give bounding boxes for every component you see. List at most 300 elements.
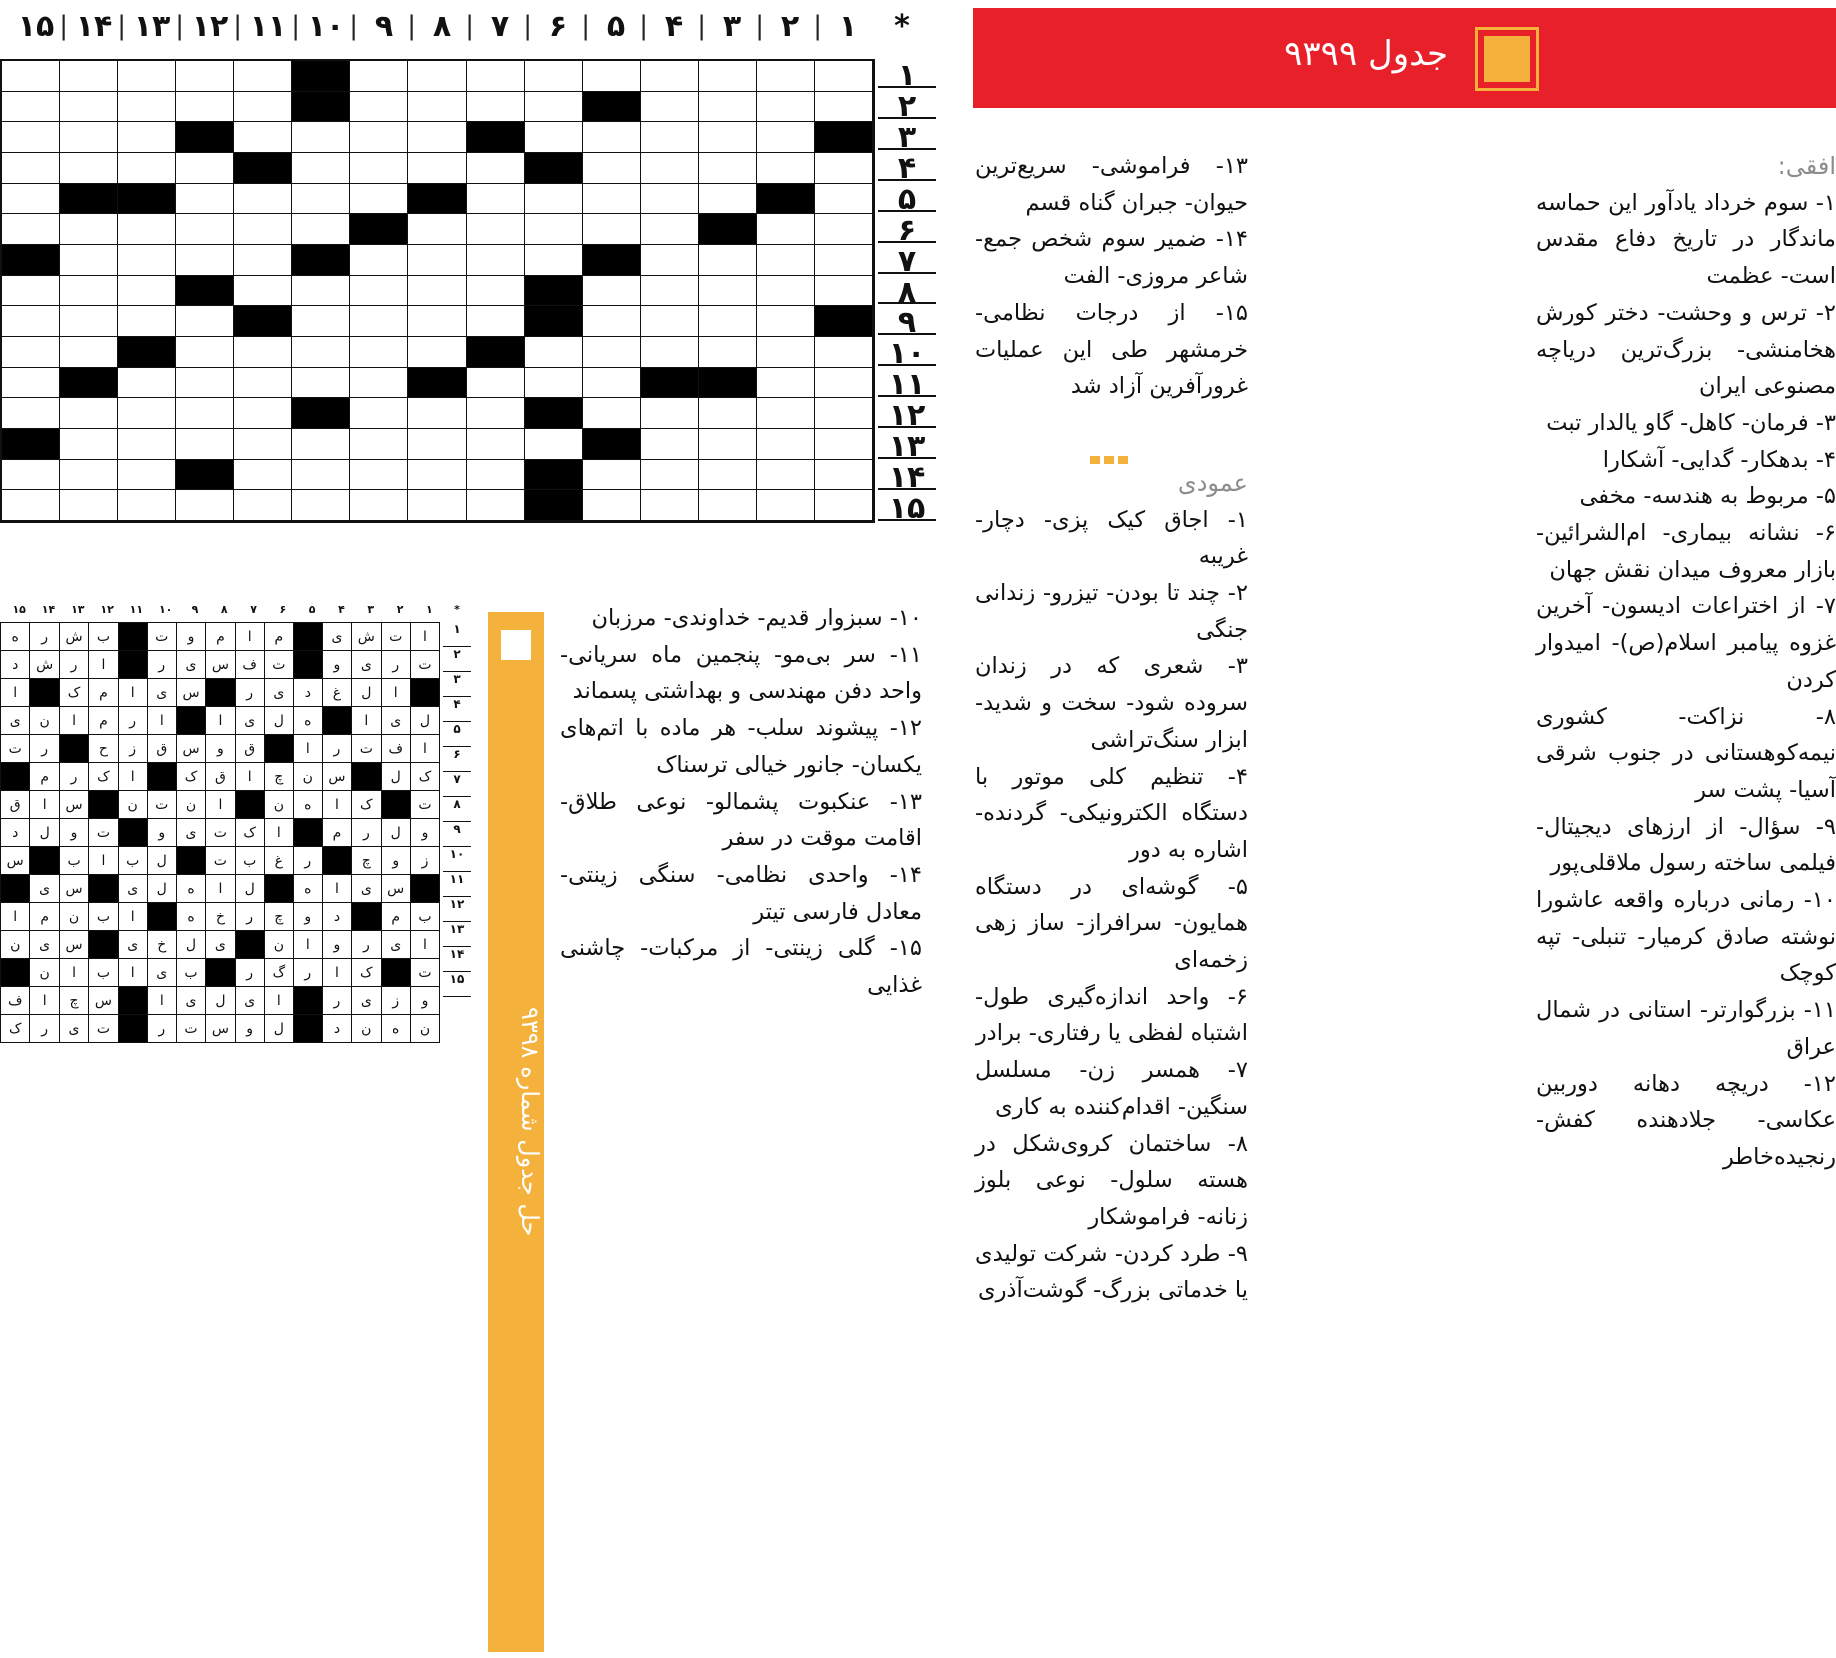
grid-cell[interactable] xyxy=(2,214,60,245)
grid-cell[interactable] xyxy=(176,92,234,123)
solution-column-number: ٩ xyxy=(191,602,199,616)
column-number: ١٠ xyxy=(307,8,345,44)
grid-cell[interactable] xyxy=(699,398,757,429)
grid-cell[interactable] xyxy=(234,245,292,276)
grid-cell[interactable] xyxy=(234,92,292,123)
grid-cell[interactable] xyxy=(118,61,176,92)
solution-black-cell xyxy=(147,903,176,931)
grid-cell[interactable] xyxy=(2,153,60,184)
down-clue-list-continued xyxy=(560,600,922,1004)
grid-cell[interactable] xyxy=(350,92,408,123)
solution-black-cell xyxy=(293,819,322,847)
grid-cell[interactable] xyxy=(60,245,118,276)
solution-black-cell xyxy=(30,679,59,707)
solution-black-cell xyxy=(264,875,293,903)
solution-cell: ت xyxy=(89,819,118,847)
solution-cell: ا xyxy=(59,959,88,987)
grid-cell[interactable] xyxy=(757,460,815,491)
solution-cell: ق xyxy=(235,735,264,763)
grid-cell[interactable] xyxy=(583,460,641,491)
grid-cell[interactable] xyxy=(525,368,583,399)
solution-black-cell xyxy=(147,763,176,791)
grid-cell[interactable] xyxy=(408,337,466,368)
grid-cell[interactable] xyxy=(467,368,525,399)
grid-cell[interactable] xyxy=(641,122,699,153)
grid-cell[interactable] xyxy=(350,122,408,153)
grid-cell[interactable] xyxy=(467,276,525,307)
grid-cell[interactable] xyxy=(757,61,815,92)
solution-cell: ت xyxy=(352,735,381,763)
grid-cell[interactable] xyxy=(815,184,873,215)
grid-cell[interactable] xyxy=(525,184,583,215)
grid-cell[interactable] xyxy=(525,122,583,153)
clue-text: ۱۲- پیشوند سلب- هر ماده با اتم‌های یکسان- جانور خیالی ترسناک xyxy=(560,715,922,778)
solution-cell: و xyxy=(410,987,439,1015)
solution-black-cell xyxy=(206,679,235,707)
grid-cell[interactable] xyxy=(467,92,525,123)
grid-cell[interactable] xyxy=(2,337,60,368)
grid-cell[interactable] xyxy=(118,245,176,276)
grid-cell[interactable] xyxy=(234,429,292,460)
grid-cell[interactable] xyxy=(757,214,815,245)
solution-cell: ه xyxy=(293,707,322,735)
grid-cell[interactable] xyxy=(176,245,234,276)
grid-cell[interactable] xyxy=(699,92,757,123)
grid-cell[interactable] xyxy=(815,214,873,245)
grid-cell[interactable] xyxy=(525,429,583,460)
solution-cell: ت xyxy=(147,791,176,819)
row-number: ٢ xyxy=(878,92,936,119)
grid-cell[interactable] xyxy=(176,368,234,399)
grid-cell[interactable] xyxy=(583,122,641,153)
column-number: ٩ xyxy=(374,8,394,44)
grid-cell[interactable] xyxy=(583,184,641,215)
grid-cell[interactable] xyxy=(641,429,699,460)
solution-cell: س xyxy=(206,1015,235,1043)
row-number: ٣ xyxy=(878,123,936,150)
grid-cell[interactable] xyxy=(408,153,466,184)
grid-cell[interactable] xyxy=(2,276,60,307)
column-number: ١۵ xyxy=(17,8,55,44)
grid-cell[interactable] xyxy=(815,490,873,521)
grid-cell[interactable] xyxy=(699,337,757,368)
solution-cell: ر xyxy=(118,707,147,735)
grid-cell[interactable] xyxy=(292,214,350,245)
grid-cell[interactable] xyxy=(525,92,583,123)
grid-cell[interactable] xyxy=(641,398,699,429)
solution-cell: ی xyxy=(235,987,264,1015)
black-cell xyxy=(467,122,525,153)
grid-cell[interactable] xyxy=(176,306,234,337)
solution-black-cell xyxy=(59,735,88,763)
grid-cell[interactable] xyxy=(292,337,350,368)
solution-cell: ر xyxy=(322,735,351,763)
grid-cell[interactable] xyxy=(350,245,408,276)
grid-cell[interactable] xyxy=(60,214,118,245)
black-cell xyxy=(176,122,234,153)
grid-cell[interactable] xyxy=(757,490,815,521)
solution-black-cell xyxy=(89,791,118,819)
solution-cell: و xyxy=(381,847,410,875)
solution-cell: س xyxy=(176,679,205,707)
grid-cell[interactable] xyxy=(641,306,699,337)
grid-cell[interactable] xyxy=(467,490,525,521)
grid-cell[interactable] xyxy=(757,398,815,429)
grid-cell[interactable] xyxy=(2,306,60,337)
grid-cell[interactable] xyxy=(292,490,350,521)
solution-cell: ل xyxy=(410,707,439,735)
grid-cell[interactable] xyxy=(292,368,350,399)
solution-cell: س xyxy=(206,651,235,679)
solution-cell: م xyxy=(89,679,118,707)
solution-cell: ن xyxy=(1,931,30,959)
solution-cell: ت xyxy=(410,651,439,679)
solution-cell: ر xyxy=(235,959,264,987)
solution-cell: ا xyxy=(1,679,30,707)
grid-cell[interactable] xyxy=(583,490,641,521)
clue-text: ۹- طرد کردن- شرکت تولیدی یا خدماتی بزرگ- گوشت‌آذری xyxy=(975,1240,1248,1304)
grid-cell[interactable] xyxy=(699,122,757,153)
grid-cell[interactable] xyxy=(815,276,873,307)
grid-cell[interactable] xyxy=(467,306,525,337)
grid-cell[interactable] xyxy=(699,245,757,276)
solution-row-number: ٨ xyxy=(443,797,471,822)
grid-cell[interactable] xyxy=(292,276,350,307)
grid-cell[interactable] xyxy=(699,429,757,460)
grid-cell[interactable] xyxy=(757,92,815,123)
grid-cell[interactable] xyxy=(699,153,757,184)
grid-cell[interactable] xyxy=(757,429,815,460)
grid-cell[interactable] xyxy=(757,306,815,337)
grid-cell[interactable] xyxy=(641,153,699,184)
solution-cell: ن xyxy=(352,1015,381,1043)
solution-cell: ی xyxy=(147,679,176,707)
solution-column-numbers xyxy=(0,599,470,619)
grid-cell[interactable] xyxy=(176,429,234,460)
grid-cell[interactable] xyxy=(815,368,873,399)
grid-cell[interactable] xyxy=(176,153,234,184)
row-number: ٧ xyxy=(878,247,936,274)
grid-cell[interactable] xyxy=(292,460,350,491)
grid-cell[interactable] xyxy=(60,276,118,307)
solution-cell: ن xyxy=(176,791,205,819)
row-number: ١١ xyxy=(878,370,936,397)
grid-cell[interactable] xyxy=(118,214,176,245)
grid-cell[interactable] xyxy=(583,337,641,368)
grid-cell[interactable] xyxy=(641,460,699,491)
column-separator: | xyxy=(291,11,300,41)
grid-cell[interactable] xyxy=(60,122,118,153)
grid-cell[interactable] xyxy=(292,429,350,460)
grid-cell[interactable] xyxy=(118,306,176,337)
grid-cell[interactable] xyxy=(641,276,699,307)
clue-text: ۵- گوشه‌ای در دستگاه همایون- سرافراز- ساز زهی زخمه‌ای xyxy=(975,873,1248,974)
grid-cell[interactable] xyxy=(234,122,292,153)
grid-cell[interactable] xyxy=(60,398,118,429)
grid-cell[interactable] xyxy=(525,337,583,368)
grid-cell[interactable] xyxy=(815,92,873,123)
grid-cell[interactable] xyxy=(292,306,350,337)
grid-cell[interactable] xyxy=(234,398,292,429)
clue-text: ۴- تنظیم کلی موتور با دستگاه الکترونیکی- گردنده- اشاره به دور xyxy=(975,763,1248,863)
grid-cell[interactable] xyxy=(60,337,118,368)
grid-cell[interactable] xyxy=(408,61,466,92)
solution-black-cell xyxy=(30,847,59,875)
grid-cell[interactable] xyxy=(118,429,176,460)
grid-cell[interactable] xyxy=(525,214,583,245)
grid-cell[interactable] xyxy=(641,184,699,215)
grid-cell[interactable] xyxy=(118,276,176,307)
grid-cell[interactable] xyxy=(292,184,350,215)
grid-cell[interactable] xyxy=(350,398,408,429)
black-cell xyxy=(525,398,583,429)
grid-cell[interactable] xyxy=(583,306,641,337)
solution-cell: ل xyxy=(381,763,410,791)
grid-cell[interactable] xyxy=(699,490,757,521)
solution-cell: ب xyxy=(89,623,118,651)
grid-cell[interactable] xyxy=(118,92,176,123)
grid-cell[interactable] xyxy=(467,460,525,491)
solution-black-cell xyxy=(176,707,205,735)
grid-cell[interactable] xyxy=(2,92,60,123)
grid-cell[interactable] xyxy=(176,214,234,245)
black-cell xyxy=(2,245,60,276)
grid-cell[interactable] xyxy=(176,61,234,92)
solution-black-cell xyxy=(352,903,381,931)
grid-cell[interactable] xyxy=(234,490,292,521)
solution-black-cell xyxy=(89,875,118,903)
grid-cell[interactable] xyxy=(525,61,583,92)
clue-text: ۷- از اختراعات ادیسون- آخرین غزوه پیامبر اسلام(ص)- امیدوار کردن xyxy=(1536,593,1836,693)
solution-cell: ا xyxy=(264,987,293,1015)
grid-cell[interactable] xyxy=(408,398,466,429)
grid-cell[interactable] xyxy=(2,398,60,429)
grid-cell[interactable] xyxy=(60,460,118,491)
grid-cell[interactable] xyxy=(234,460,292,491)
grid-cell[interactable] xyxy=(60,490,118,521)
solution-column-number: ١ xyxy=(425,602,433,616)
grid-cell[interactable] xyxy=(699,306,757,337)
grid-cell[interactable] xyxy=(525,245,583,276)
grid-cell[interactable] xyxy=(815,460,873,491)
solution-cell: م xyxy=(322,819,351,847)
grid-cell[interactable] xyxy=(757,337,815,368)
grid-cell[interactable] xyxy=(350,61,408,92)
grid-cell[interactable] xyxy=(292,122,350,153)
solution-cell: ق xyxy=(206,763,235,791)
clue-text: ۳- شعری که در زندان سروده شود- سخت و شدید- ابزار سنگ‌تراشی xyxy=(975,653,1248,753)
grid-cell[interactable] xyxy=(2,460,60,491)
grid-cell[interactable] xyxy=(118,398,176,429)
grid-cell[interactable] xyxy=(815,153,873,184)
solution-row-number: ٢ xyxy=(443,647,471,672)
solution-cell: ت xyxy=(206,847,235,875)
grid-cell[interactable] xyxy=(815,61,873,92)
solution-cell: ی xyxy=(118,875,147,903)
row-number: ٨ xyxy=(878,278,936,305)
black-cell xyxy=(525,490,583,521)
solution-cell: ا xyxy=(1,903,30,931)
grid-cell[interactable] xyxy=(467,153,525,184)
grid-cell[interactable] xyxy=(408,306,466,337)
solution-cell: ح xyxy=(89,735,118,763)
solution-cell: ت xyxy=(89,1015,118,1043)
grid-cell[interactable] xyxy=(467,245,525,276)
grid-cell[interactable] xyxy=(408,490,466,521)
solution-column-number: ۶ xyxy=(279,602,287,616)
column-separator: | xyxy=(407,11,416,41)
grid-cell[interactable] xyxy=(234,276,292,307)
column-number: ٣ xyxy=(722,8,742,44)
grid-cell[interactable] xyxy=(408,245,466,276)
grid-cell[interactable] xyxy=(118,122,176,153)
solution-black-cell xyxy=(410,679,439,707)
solution-cell: ر xyxy=(30,735,59,763)
clue-text: ۱۴- ضمیر سوم شخص جمع- شاعر مروزی- الفت xyxy=(975,226,1248,290)
grid-cell[interactable] xyxy=(757,276,815,307)
solution-column-number: ۵ xyxy=(308,602,316,616)
solution-cell: گ xyxy=(264,959,293,987)
solution-cell: ا xyxy=(206,875,235,903)
clue-text: ۸- ساختمان کروی‌شکل در هسته سلول- نوعی بلوز زنانه- فراموشکار xyxy=(975,1130,1248,1230)
grid-cell[interactable] xyxy=(350,337,408,368)
grid-cell[interactable] xyxy=(583,61,641,92)
grid-cell[interactable] xyxy=(757,368,815,399)
grid-cell[interactable] xyxy=(60,429,118,460)
grid-cell[interactable] xyxy=(350,490,408,521)
grid-cell[interactable] xyxy=(292,153,350,184)
grid-cell[interactable] xyxy=(118,153,176,184)
solution-column-number: ١۵ xyxy=(12,602,26,616)
grid-cell[interactable] xyxy=(815,337,873,368)
solution-cell: ر xyxy=(352,819,381,847)
grid-cell[interactable] xyxy=(350,276,408,307)
grid-cell[interactable] xyxy=(815,398,873,429)
solution-black-cell xyxy=(293,651,322,679)
clue-text: ۲- چند تا بودن- تیزرو- زندانی جنگی xyxy=(975,580,1248,643)
grid-cell[interactable] xyxy=(467,184,525,215)
grid-cell[interactable] xyxy=(583,398,641,429)
grid-cell[interactable] xyxy=(815,245,873,276)
grid-cell[interactable] xyxy=(234,368,292,399)
grid-cell[interactable] xyxy=(757,245,815,276)
grid-cell[interactable] xyxy=(176,184,234,215)
grid-cell[interactable] xyxy=(467,398,525,429)
grid-cell[interactable] xyxy=(641,337,699,368)
grid-cell[interactable] xyxy=(350,153,408,184)
grid-cell[interactable] xyxy=(408,276,466,307)
grid-cell[interactable] xyxy=(234,61,292,92)
solution-cell: ی xyxy=(176,651,205,679)
section-divider-dots xyxy=(1090,456,1130,466)
solution-cell: ا xyxy=(89,847,118,875)
grid-cell[interactable] xyxy=(583,276,641,307)
grid-cell[interactable] xyxy=(757,122,815,153)
grid-cell[interactable] xyxy=(583,214,641,245)
grid-cell[interactable] xyxy=(467,214,525,245)
grid-cell[interactable] xyxy=(408,214,466,245)
solution-cell: ش xyxy=(59,623,88,651)
grid-cell[interactable] xyxy=(2,490,60,521)
solution-cell: چ xyxy=(59,987,88,1015)
grid-cell[interactable] xyxy=(408,429,466,460)
grid-cell[interactable] xyxy=(699,61,757,92)
grid-cell[interactable] xyxy=(2,184,60,215)
grid-cell[interactable] xyxy=(350,368,408,399)
solution-cell: ه xyxy=(176,875,205,903)
grid-cell[interactable] xyxy=(641,490,699,521)
black-cell xyxy=(408,368,466,399)
grid-cell[interactable] xyxy=(641,61,699,92)
grid-cell[interactable] xyxy=(408,122,466,153)
grid-cell[interactable] xyxy=(467,61,525,92)
solution-cell: ل xyxy=(264,707,293,735)
grid-cell[interactable] xyxy=(176,337,234,368)
grid-cell[interactable] xyxy=(641,214,699,245)
solution-asterisk: * xyxy=(454,602,460,616)
grid-cell[interactable] xyxy=(350,306,408,337)
grid-cell[interactable] xyxy=(699,460,757,491)
grid-cell[interactable] xyxy=(699,276,757,307)
grid-cell[interactable] xyxy=(467,429,525,460)
grid-cell[interactable] xyxy=(118,490,176,521)
grid-cell[interactable] xyxy=(60,92,118,123)
solution-cell: ن xyxy=(30,707,59,735)
grid-cell[interactable] xyxy=(234,184,292,215)
grid-cell[interactable] xyxy=(350,460,408,491)
grid-cell[interactable] xyxy=(176,398,234,429)
grid-cell[interactable] xyxy=(118,460,176,491)
clue-text: ۱- سوم خرداد یادآور این حماسه ماندگار در تاریخ دفاع مقدس است- عظمت xyxy=(1536,189,1836,290)
grid-cell[interactable] xyxy=(757,153,815,184)
grid-cell[interactable] xyxy=(350,429,408,460)
grid-cell[interactable] xyxy=(641,245,699,276)
solution-cell: م xyxy=(30,763,59,791)
grid-cell[interactable] xyxy=(815,429,873,460)
solution-cell: ک xyxy=(1,1015,30,1043)
grid-cell[interactable] xyxy=(2,122,60,153)
grid-cell[interactable] xyxy=(408,92,466,123)
solution-cell: ا xyxy=(118,903,147,931)
grid-cell[interactable] xyxy=(60,61,118,92)
black-cell xyxy=(118,337,176,368)
grid-cell[interactable] xyxy=(350,184,408,215)
grid-cell[interactable] xyxy=(2,61,60,92)
grid-cell[interactable] xyxy=(234,214,292,245)
grid-cell[interactable] xyxy=(2,368,60,399)
grid-cell[interactable] xyxy=(408,460,466,491)
grid-cell[interactable] xyxy=(234,337,292,368)
solution-column-number: ۴ xyxy=(338,602,345,616)
solution-cell: ا xyxy=(322,875,351,903)
solution-row xyxy=(1,623,440,651)
solution-cell: و xyxy=(59,819,88,847)
solution-cell: ا xyxy=(147,707,176,735)
grid-cell[interactable] xyxy=(641,92,699,123)
across-heading: افقی: xyxy=(1777,152,1836,180)
solution-cell: ق xyxy=(1,791,30,819)
grid-cell[interactable] xyxy=(583,368,641,399)
grid-cell[interactable] xyxy=(60,153,118,184)
grid-cell[interactable] xyxy=(176,490,234,521)
solution-column-number: ٢ xyxy=(396,602,404,616)
clue-text: ۱۰- سبزوار قدیم- خداوندی- مرزبان xyxy=(591,605,922,631)
grid-cell[interactable] xyxy=(699,184,757,215)
solution-row xyxy=(1,987,440,1015)
grid-cell[interactable] xyxy=(583,153,641,184)
grid-cell[interactable] xyxy=(118,368,176,399)
grid-cell[interactable] xyxy=(60,306,118,337)
